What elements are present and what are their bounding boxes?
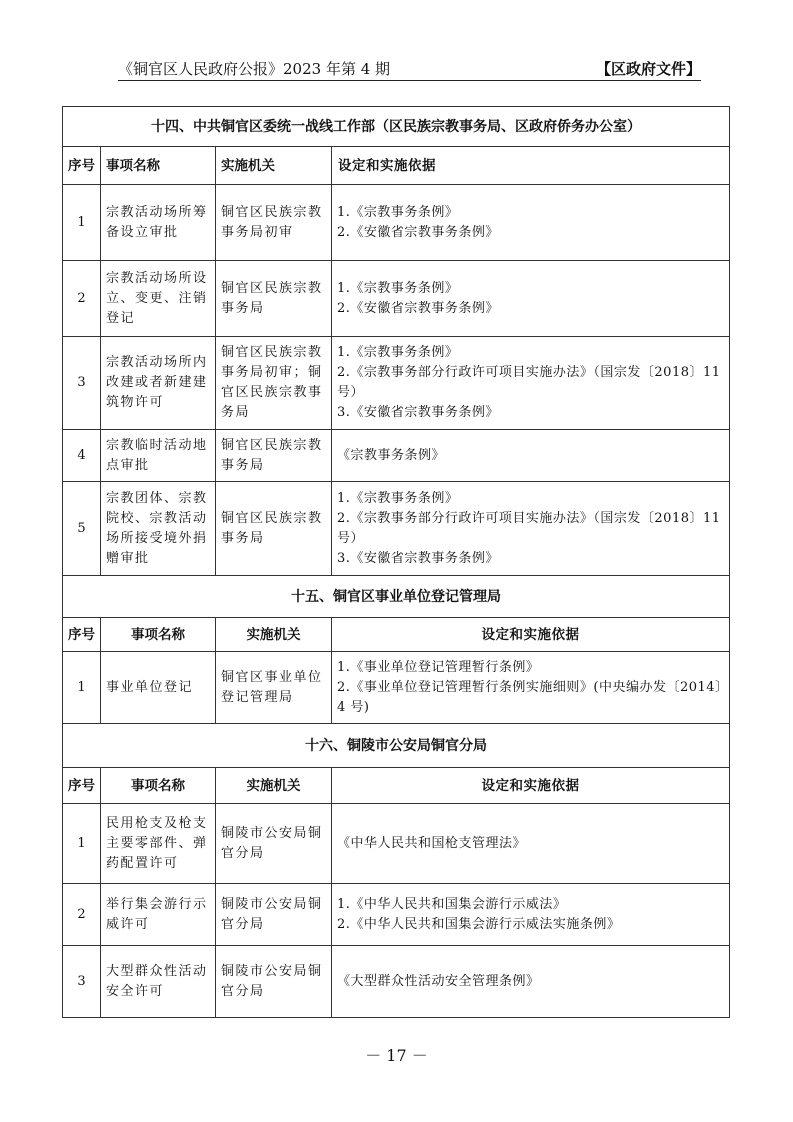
table-row xyxy=(63,185,730,261)
column-header-row xyxy=(63,147,730,185)
row-item: 民用枪支及枪支主要零部件、弹药配置许可 xyxy=(101,804,216,884)
column-header-row xyxy=(63,768,730,804)
col-header-item: 事项名称 xyxy=(101,618,216,652)
table-row xyxy=(63,946,730,1018)
section-title-row xyxy=(63,107,730,147)
basis-line: 1.《宗教事务条例》 xyxy=(337,345,459,360)
row-item: 宗教活动场所内改建或者新建建筑物许可 xyxy=(101,337,216,430)
table-row xyxy=(63,337,730,430)
row-agency: 铜官区民族宗教事务局 xyxy=(216,430,332,482)
row-item: 事业单位登记 xyxy=(101,652,216,724)
approval-items-table xyxy=(62,106,730,1018)
section-title-row xyxy=(63,724,730,768)
basis-line: 2.《中华人民共和国集会游行示威法实施条例》 xyxy=(337,916,621,932)
row-agency: 铜官区民族宗教事务局 xyxy=(216,482,332,576)
row-item: 举行集会游行示威许可 xyxy=(101,884,216,946)
row-agency: 铜陵市公安局铜官分局 xyxy=(216,804,332,884)
col-header-item: 事项名称 xyxy=(101,768,216,804)
basis-line: 《中华人民共和国枪支管理法》 xyxy=(337,835,527,851)
row-item: 宗教临时活动地点审批 xyxy=(101,430,216,482)
row-agency: 铜陵市公安局铜官分局 xyxy=(216,946,332,1018)
row-seq: 1 xyxy=(63,652,101,724)
basis-line: 2.《安徽省宗教事务条例》 xyxy=(337,300,499,316)
journal-title: 《铜官区人民政府公报》2023 年第 4 期 xyxy=(118,60,391,78)
table-row xyxy=(63,884,730,946)
row-item: 宗教活动场所筹备设立审批 xyxy=(101,185,216,261)
col-header-agency: 实施机关 xyxy=(216,147,332,185)
basis-line: 《宗教事务条例》 xyxy=(337,447,446,463)
row-seq: 4 xyxy=(63,430,101,482)
basis-line: 1.《宗教事务条例》 xyxy=(337,280,459,296)
table-row xyxy=(63,652,730,724)
table-row xyxy=(63,261,730,337)
basis-line: 2.《宗教事务部分行政许可项目实施办法》（国宗发〔2018〕11 号） xyxy=(337,365,721,400)
row-basis xyxy=(332,652,730,724)
basis-line: 1.《中华人民共和国集会游行示威法》 xyxy=(337,896,567,912)
row-basis xyxy=(332,946,730,1018)
basis-line: 《大型群众性活动安全管理条例》 xyxy=(337,973,540,989)
table-row xyxy=(63,430,730,482)
column-header-row xyxy=(63,618,730,652)
col-header-basis: 设定和实施依据 xyxy=(332,147,730,185)
basis-line: 1.《事业单位登记管理暂行条例》 xyxy=(337,659,540,675)
basis-line: 3.《安徽省宗教事务条例》 xyxy=(337,405,499,420)
row-item: 宗教活动场所设立、变更、注销登记 xyxy=(101,261,216,337)
row-basis xyxy=(332,430,730,482)
section-title-row xyxy=(63,576,730,618)
row-seq: 5 xyxy=(63,482,101,576)
row-basis xyxy=(332,261,730,337)
row-seq: 3 xyxy=(63,946,101,1018)
row-item: 大型群众性活动安全许可 xyxy=(101,946,216,1018)
row-seq: 2 xyxy=(63,261,101,337)
col-header-basis: 设定和实施依据 xyxy=(332,618,730,652)
section-title: 十六、铜陵市公安局铜官分局 xyxy=(63,724,730,768)
row-item: 宗教团体、宗教院校、宗教活动场所接受境外捐赠审批 xyxy=(101,482,216,576)
row-basis xyxy=(332,337,730,430)
row-basis xyxy=(332,884,730,946)
basis-line: 2.《安徽省宗教事务条例》 xyxy=(337,224,499,240)
page-number: － 17 － xyxy=(365,1046,428,1065)
row-basis xyxy=(332,482,730,576)
section-title: 十四、中共铜官区委统一战线工作部（区民族宗教事务局、区政府侨务办公室） xyxy=(63,107,730,147)
basis-line: 1.《宗教事务条例》 xyxy=(337,204,459,220)
row-agency: 铜陵市公安局铜官分局 xyxy=(216,884,332,946)
running-header xyxy=(118,56,701,82)
row-seq: 2 xyxy=(63,884,101,946)
row-basis xyxy=(332,185,730,261)
row-agency: 铜官区民族宗教事务局初审；铜官区民族宗教事务局 xyxy=(216,337,332,430)
table-body xyxy=(63,107,730,1018)
col-header-item: 事项名称 xyxy=(101,147,216,185)
row-seq: 1 xyxy=(63,185,101,261)
basis-line: 1.《宗教事务条例》 xyxy=(337,490,459,506)
col-header-agency: 实施机关 xyxy=(216,618,332,652)
col-header-seq: 序号 xyxy=(63,768,101,804)
row-agency: 铜官区事业单位登记管理局 xyxy=(216,652,332,724)
row-basis xyxy=(332,804,730,884)
col-header-seq: 序号 xyxy=(63,147,101,185)
row-seq: 3 xyxy=(63,337,101,430)
row-agency: 铜官区民族宗教事务局 xyxy=(216,261,332,337)
document-category: 【区政府文件】 xyxy=(595,60,701,78)
table-row xyxy=(63,804,730,884)
section-title: 十五、铜官区事业单位登记管理局 xyxy=(63,576,730,618)
basis-line: 3.《安徽省宗教事务条例》 xyxy=(337,550,499,566)
basis-line: 2.《事业单位登记管理暂行条例实施细则》(中央编办发〔2014〕4 号) xyxy=(337,679,723,715)
col-header-seq: 序号 xyxy=(63,618,101,652)
header-rule xyxy=(118,80,701,81)
basis-line: 2.《宗教事务部分行政许可项目实施办法》（国宗发〔2018〕11 号） xyxy=(337,510,721,546)
row-seq: 1 xyxy=(63,804,101,884)
row-agency: 铜官区民族宗教事务局初审 xyxy=(216,185,332,261)
col-header-agency: 实施机关 xyxy=(216,768,332,804)
table-row xyxy=(63,482,730,576)
col-header-basis: 设定和实施依据 xyxy=(332,768,730,804)
